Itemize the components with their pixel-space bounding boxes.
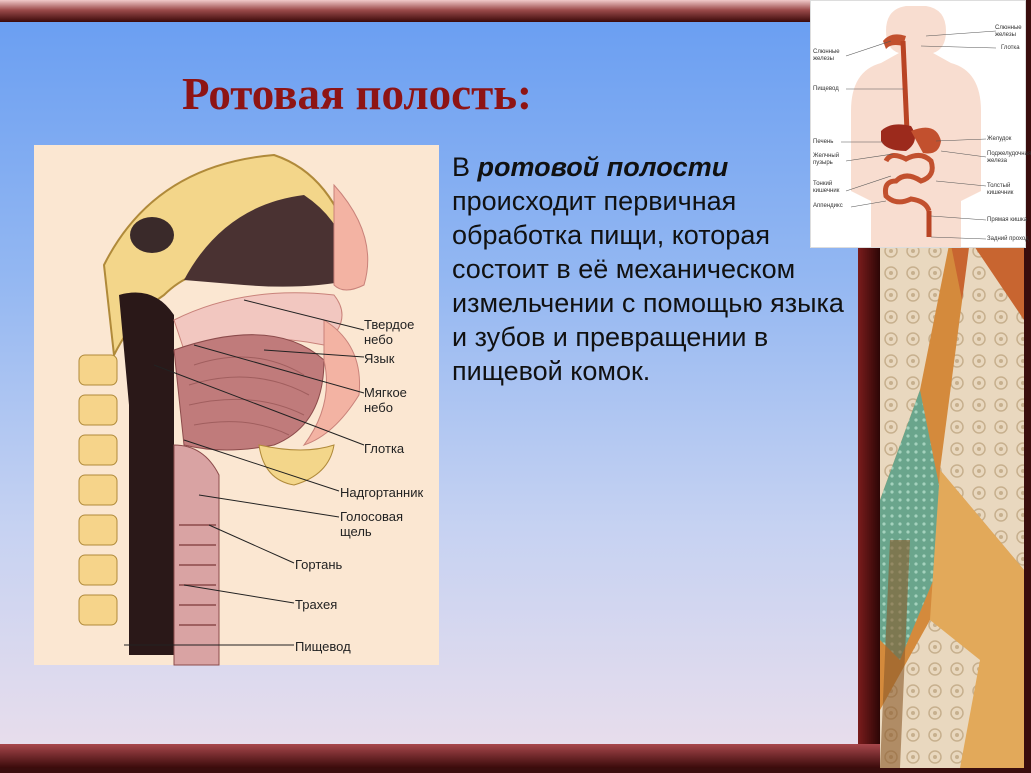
decorative-fabric-image <box>880 240 1024 768</box>
digestive-system-illustration <box>811 1 1031 247</box>
digestive-system-image <box>810 0 1031 248</box>
inset-label-esophagus: Пищевод <box>813 86 839 92</box>
inset-label-gallbladder: Желчный пузырь <box>813 153 840 166</box>
label-esophagus: Пищевод <box>295 639 351 654</box>
label-soft-palate: Мягкое небо <box>364 385 407 415</box>
inset-label-anus: Задний проход <box>987 236 1029 242</box>
inset-label-stomach: Желудок <box>987 136 1012 142</box>
label-tongue: Язык <box>364 351 395 366</box>
body-rest: происходит первичная обработка пищи, которая состоит в её механическом измельчении с помощью языка и зубов и превращении в пищевой комок. <box>452 186 844 386</box>
inset-label-salivary-top: Слюнные железы <box>995 25 1022 38</box>
label-pharynx: Глотка <box>364 441 405 456</box>
label-glottis: Голосовая щель <box>340 509 403 539</box>
inset-label-liver: Печень <box>813 139 834 145</box>
slide-body-text <box>452 150 862 388</box>
inset-label-appendix: Аппендикс <box>813 203 843 209</box>
body-prefix: В <box>452 152 478 182</box>
label-hard-palate: Твердое небо <box>364 317 415 347</box>
inset-label-throat: Глотка <box>1001 45 1020 51</box>
body-highlight: ротовой полости <box>477 152 729 182</box>
oral-cavity-diagram <box>34 145 439 665</box>
inset-label-small-intestine: Тонкий кишечник <box>813 181 840 194</box>
bottom-border <box>0 744 880 768</box>
label-epiglottis: Надгортанник <box>340 485 424 500</box>
inset-label-salivary-left: Слюнные железы <box>813 49 840 62</box>
slide-title: Ротовая полость: <box>182 69 533 119</box>
inset-label-pancreas: Поджелудочная железа <box>987 151 1031 164</box>
inset-label-rectum: Прямая кишка <box>987 217 1028 223</box>
fabric-illustration <box>880 240 1024 768</box>
label-larynx: Гортань <box>295 557 343 572</box>
label-trachea: Трахея <box>295 597 338 612</box>
inset-label-large-intestine: Толстый кишечник <box>987 183 1014 196</box>
